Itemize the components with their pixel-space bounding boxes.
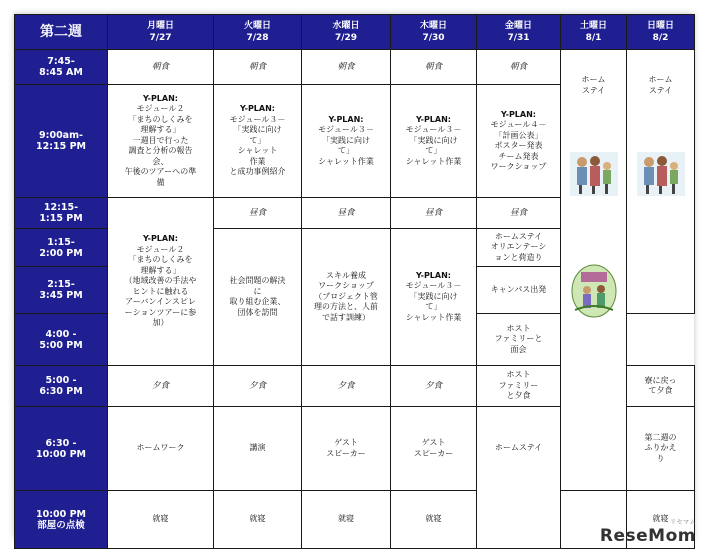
- day-header-tue: 火曜日 7/28: [214, 15, 302, 50]
- day-header-sat: 土曜日 8/1: [561, 15, 627, 50]
- day-header-mon: 月曜日 7/27: [108, 15, 214, 50]
- homestay-label: ホーム ステイ: [648, 75, 673, 95]
- lunch-cell: 昼食: [477, 198, 561, 229]
- thu-am-cell: Y-PLAN: モジュール３－ 「実践に向け て」 シャレット作業: [391, 85, 477, 198]
- mon-am-cell: Y-PLAN: モジュール２ 「まちのしくみを 理解する」 一週目で行った 調査と分析の報告 会、 午後のツアーへの準 備: [108, 85, 214, 198]
- time-slot: 1:15- 2:00 PM: [15, 229, 108, 267]
- dinner-cell: 夕食: [302, 366, 391, 407]
- family-illustration-icon: [637, 152, 685, 196]
- sleep-cell: 就寝: [108, 491, 214, 549]
- mon-eve-cell: ホームワーク: [108, 407, 214, 491]
- family-illustration-icon: [570, 152, 618, 196]
- thu-pm-cell: Y-PLAN: モジュール３－ 「実践に向け て」 シャレット作業: [391, 229, 477, 366]
- sun-eve-cell: 第二週の ふりかえ り: [627, 407, 695, 491]
- time-slot: 6:30 - 10:00 PM: [15, 407, 108, 491]
- time-slot: 7:45- 8:45 AM: [15, 50, 108, 85]
- day-header-fri: 金曜日 7/31: [477, 15, 561, 50]
- day-header-thu: 木曜日 7/30: [391, 15, 477, 50]
- schedule-table: [14, 14, 695, 549]
- week-label: 第二週: [15, 15, 108, 50]
- dinner-cell: 夕食: [108, 366, 214, 407]
- breakfast-cell: 朝食: [214, 50, 302, 85]
- time-slot: 4:00 - 5:00 PM: [15, 314, 108, 366]
- breakfast-cell: 朝食: [108, 50, 214, 85]
- schedule-frame: [14, 14, 694, 538]
- time-slot: 2:15- 3:45 PM: [15, 267, 108, 314]
- breakfast-cell: 朝食: [302, 50, 391, 85]
- resemom-logo: リセマム ReseMom: [599, 519, 696, 546]
- dinner-cell: 夕食: [391, 366, 477, 407]
- wed-am-cell: Y-PLAN: モジュール３－ 「実践に向け て」 シャレット作業: [302, 85, 391, 198]
- sun-dinner-cell: 寮に戻っ て夕食: [627, 366, 695, 407]
- garden-family-illustration-icon: [571, 264, 617, 318]
- day-header-sun: 日曜日 8/2: [627, 15, 695, 50]
- fri-dinner-cell: ホスト ファミリー と夕食: [477, 366, 561, 407]
- breakfast-cell: 朝食: [477, 50, 561, 85]
- lunch-cell: 昼食: [302, 198, 391, 229]
- tue-am-cell: Y-PLAN: モジュール３－ 「実践に向け て」 シャレット 作業 と成功事例紹介: [214, 85, 302, 198]
- dinner-cell: 夕食: [214, 366, 302, 407]
- time-slot: 5:00 - 6:30 PM: [15, 366, 108, 407]
- breakfast-cell: 朝食: [391, 50, 477, 85]
- sleep-cell: 就寝: [302, 491, 391, 549]
- day-header-wed: 水曜日 7/29: [302, 15, 391, 50]
- lunch-cell: 昼食: [214, 198, 302, 229]
- mon-pm-cell: Y-PLAN: モジュール２ 「まちのしくみを 理解する」 （地域改善の手法や ヒントに触れる アーバンインスピレ ーションツアーに参 加）: [108, 198, 214, 366]
- fri-eve-cell: ホームステイ: [477, 407, 561, 549]
- fri-campus-cell: キャンパス出発: [477, 267, 561, 314]
- sleep-cell: 就寝: [627, 491, 695, 549]
- sleep-cell: 就寝: [391, 491, 477, 549]
- sleep-cell: 就寝: [214, 491, 302, 549]
- tue-eve-cell: 講演: [214, 407, 302, 491]
- thu-eve-cell: ゲスト スピーカー: [391, 407, 477, 491]
- fri-orientation-cell: ホームステイ オリエンテーシ ョンと荷造り: [477, 229, 561, 267]
- homestay-label: ホーム ステイ: [581, 75, 606, 95]
- wed-eve-cell: ゲスト スピーカー: [302, 407, 391, 491]
- time-slot: 9:00am- 12:15 PM: [15, 85, 108, 198]
- sun-homestay-cell: [627, 50, 695, 314]
- tue-pm-cell: 社会問題の解決 に 取り組む企業、 団体を訪問: [214, 229, 302, 366]
- time-slot: 10:00 PM 部屋の点検: [15, 491, 108, 549]
- fri-am-cell: Y-PLAN: モジュール４－ 「計画公表」 ポスター発表 チーム発表 ワークショップ: [477, 85, 561, 198]
- time-slot: 12:15- 1:15 PM: [15, 198, 108, 229]
- lunch-cell: 昼食: [391, 198, 477, 229]
- sat-homestay-cell: [561, 50, 627, 491]
- wed-pm-cell: スキル養成 ワークショップ （プロジェクト管 理の方法と、人前 で話す訓練）: [302, 229, 391, 366]
- fri-meet-cell: ホスト ファミリーと 面会: [477, 314, 561, 366]
